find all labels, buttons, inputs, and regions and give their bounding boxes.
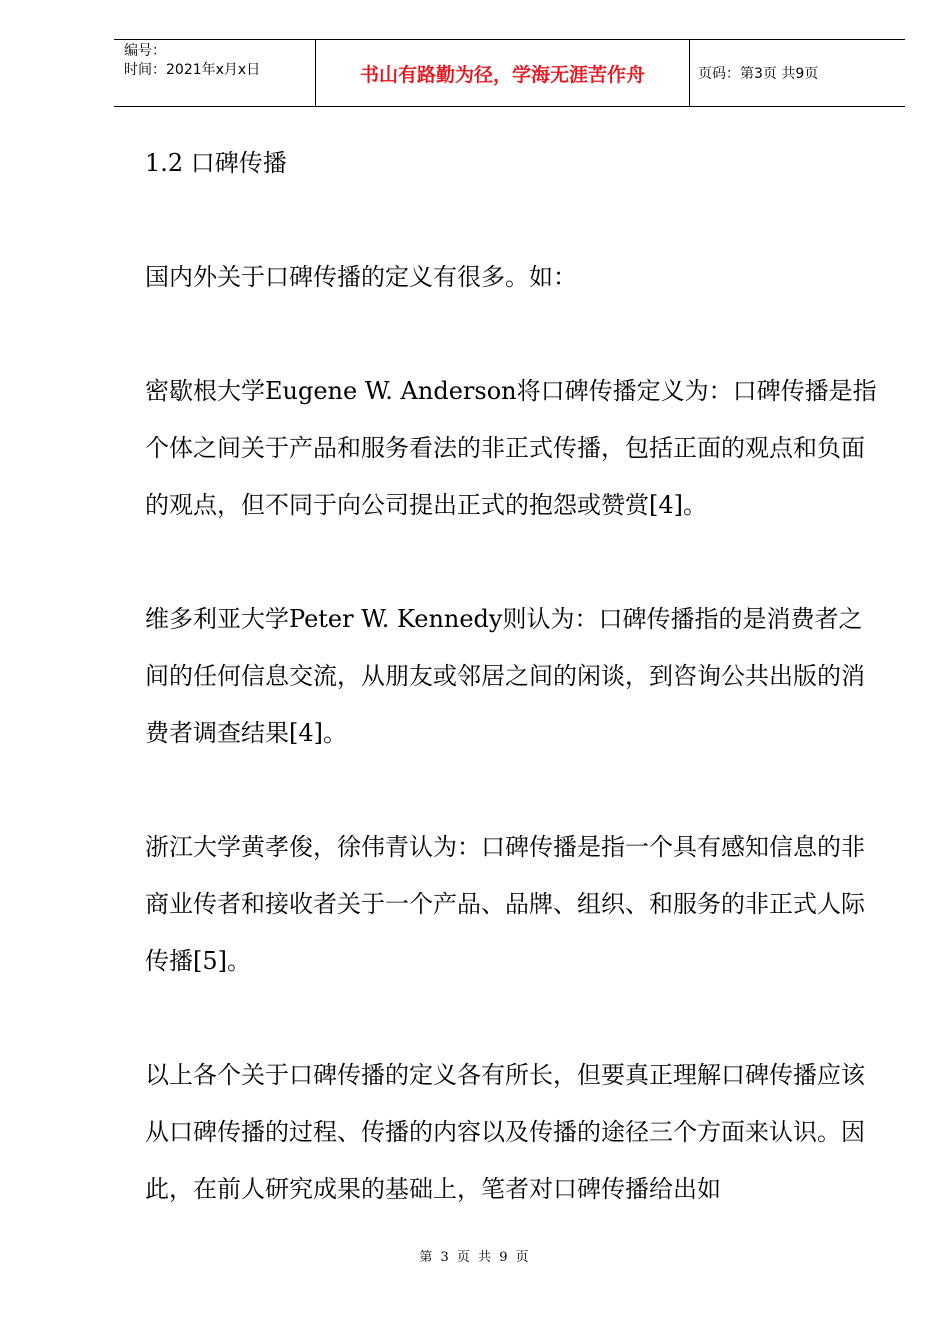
time-label: 时间：2021年x月x日 (124, 62, 261, 78)
paragraph-intro: 国内外关于口碑传播的定义有很多。如： (145, 263, 577, 291)
paragraph-kennedy: 维多利亚大学Peter W. Kennedy则认为：口碑传播指的是消费者之间的任何信息交流，从朋友或邻居之间的闲谈，到咨询公共出版的消费者调查结果[4]。 (145, 605, 865, 747)
section-heading: 1.2 口碑传播 (145, 149, 287, 177)
document-body (145, 135, 885, 1275)
header-meta (114, 40, 316, 106)
document-header (114, 39, 905, 107)
header-page-info: 页码：第3页 共9页 (698, 66, 819, 82)
paragraph-summary: 以上各个关于口碑传播的定义各有所长，但要真正理解口碑传播应该从口碑传播的过程、传播的内容以及传播的途径三个方面来认识。因此，在前人研究成果的基础上，笔者对口碑传播给出如 (145, 1061, 865, 1203)
paragraph-huang: 浙江大学黄孝俊，徐伟青认为：口碑传播是指一个具有感知信息的非商业传者和接收者关于一个产品、品牌、组织、和服务的非正式人际传播[5]。 (145, 833, 865, 975)
page-footer: 第 3 页 共 9 页 (419, 1250, 531, 1265)
header-motto: 书山有路勤为径，学海无涯苦作舟 (316, 40, 690, 106)
paragraph-anderson: 密歇根大学Eugene W. Anderson将口碑传播定义为：口碑传播是指个体之间关于产品和服务看法的非正式传播，包括正面的观点和负面的观点，但不同于向公司提出正式的抱怨或赞赏[4]。 (145, 377, 877, 519)
number-label: 编号： (124, 43, 166, 59)
